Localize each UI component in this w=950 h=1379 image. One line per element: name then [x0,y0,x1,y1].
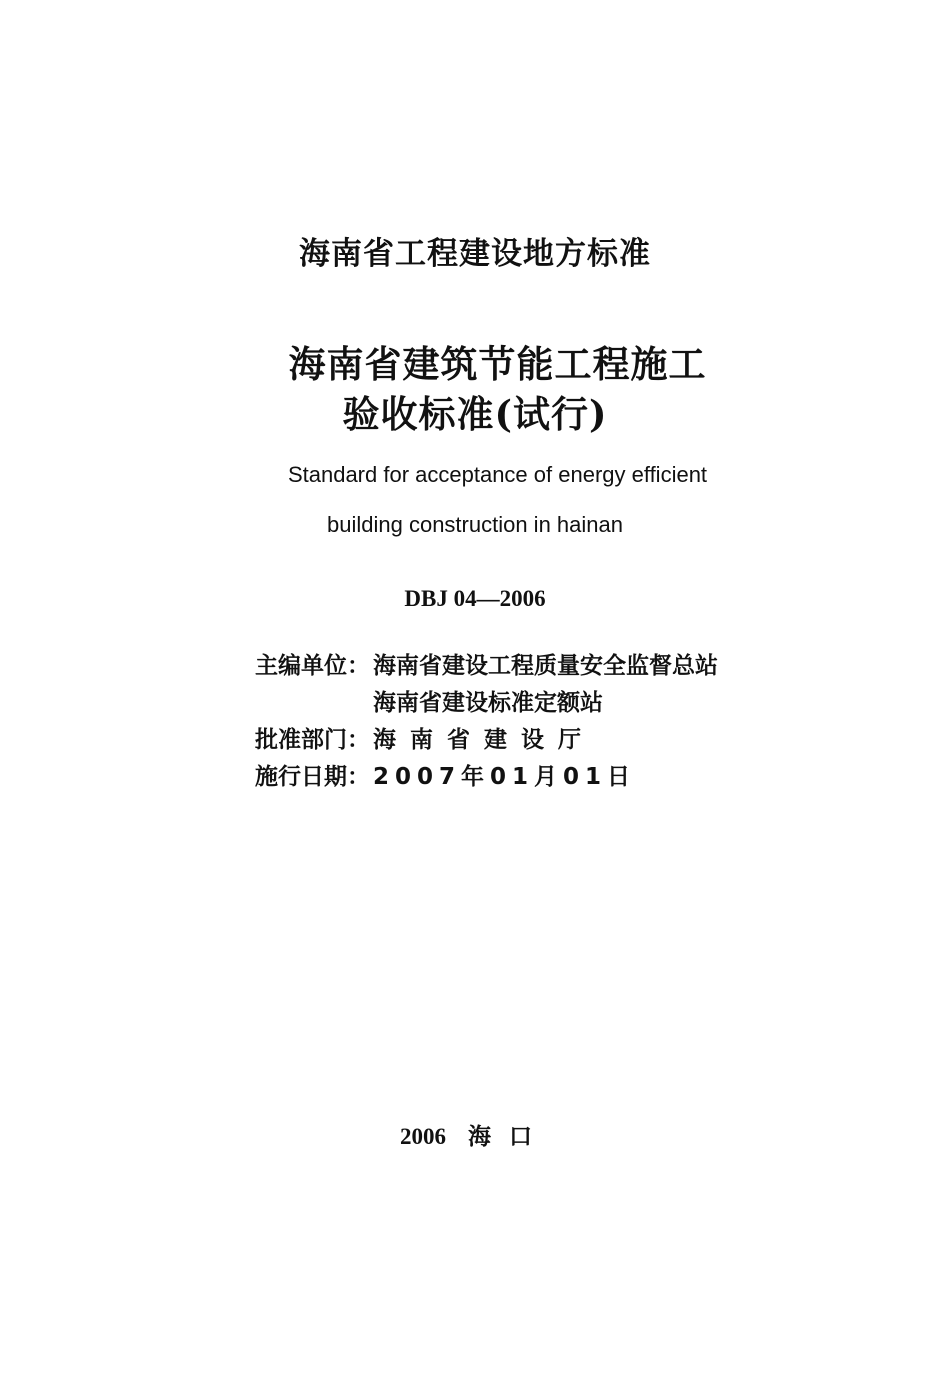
series-title: 海南省工程建设地方标准 [299,236,651,272]
publication-city: 海口 [468,1124,550,1149]
editor-label: 主编单位： [255,653,370,679]
editor-unit-1: 海南省建设工程质量安全监督总站 [373,653,718,679]
english-title-line-1: Standard for acceptance of energy efficient [287,462,708,487]
editor-row-2 [255,685,718,722]
effective-date-label: 施行日期： [255,764,370,790]
effective-date: 2007年01月01日 [373,764,637,790]
editor-row [255,648,718,685]
standard-code: DBJ 04—2006 [404,586,546,611]
publication-info [255,648,718,796]
english-title-line-2: building construction in hainan [327,512,623,537]
editor-unit-2: 海南省建设标准定额站 [373,690,603,716]
approval-department: 海南省建设厅 [373,727,595,753]
approval-row [255,722,718,759]
main-title-line-1: 海南省建筑节能工程施工 [288,342,707,386]
publication-year: 2006 [400,1124,446,1149]
effective-date-row [255,759,718,796]
main-title-line-2: 验收标准(试行) [342,392,608,436]
publication-footer [0,1118,950,1151]
approval-label: 批准部门： [255,727,370,753]
